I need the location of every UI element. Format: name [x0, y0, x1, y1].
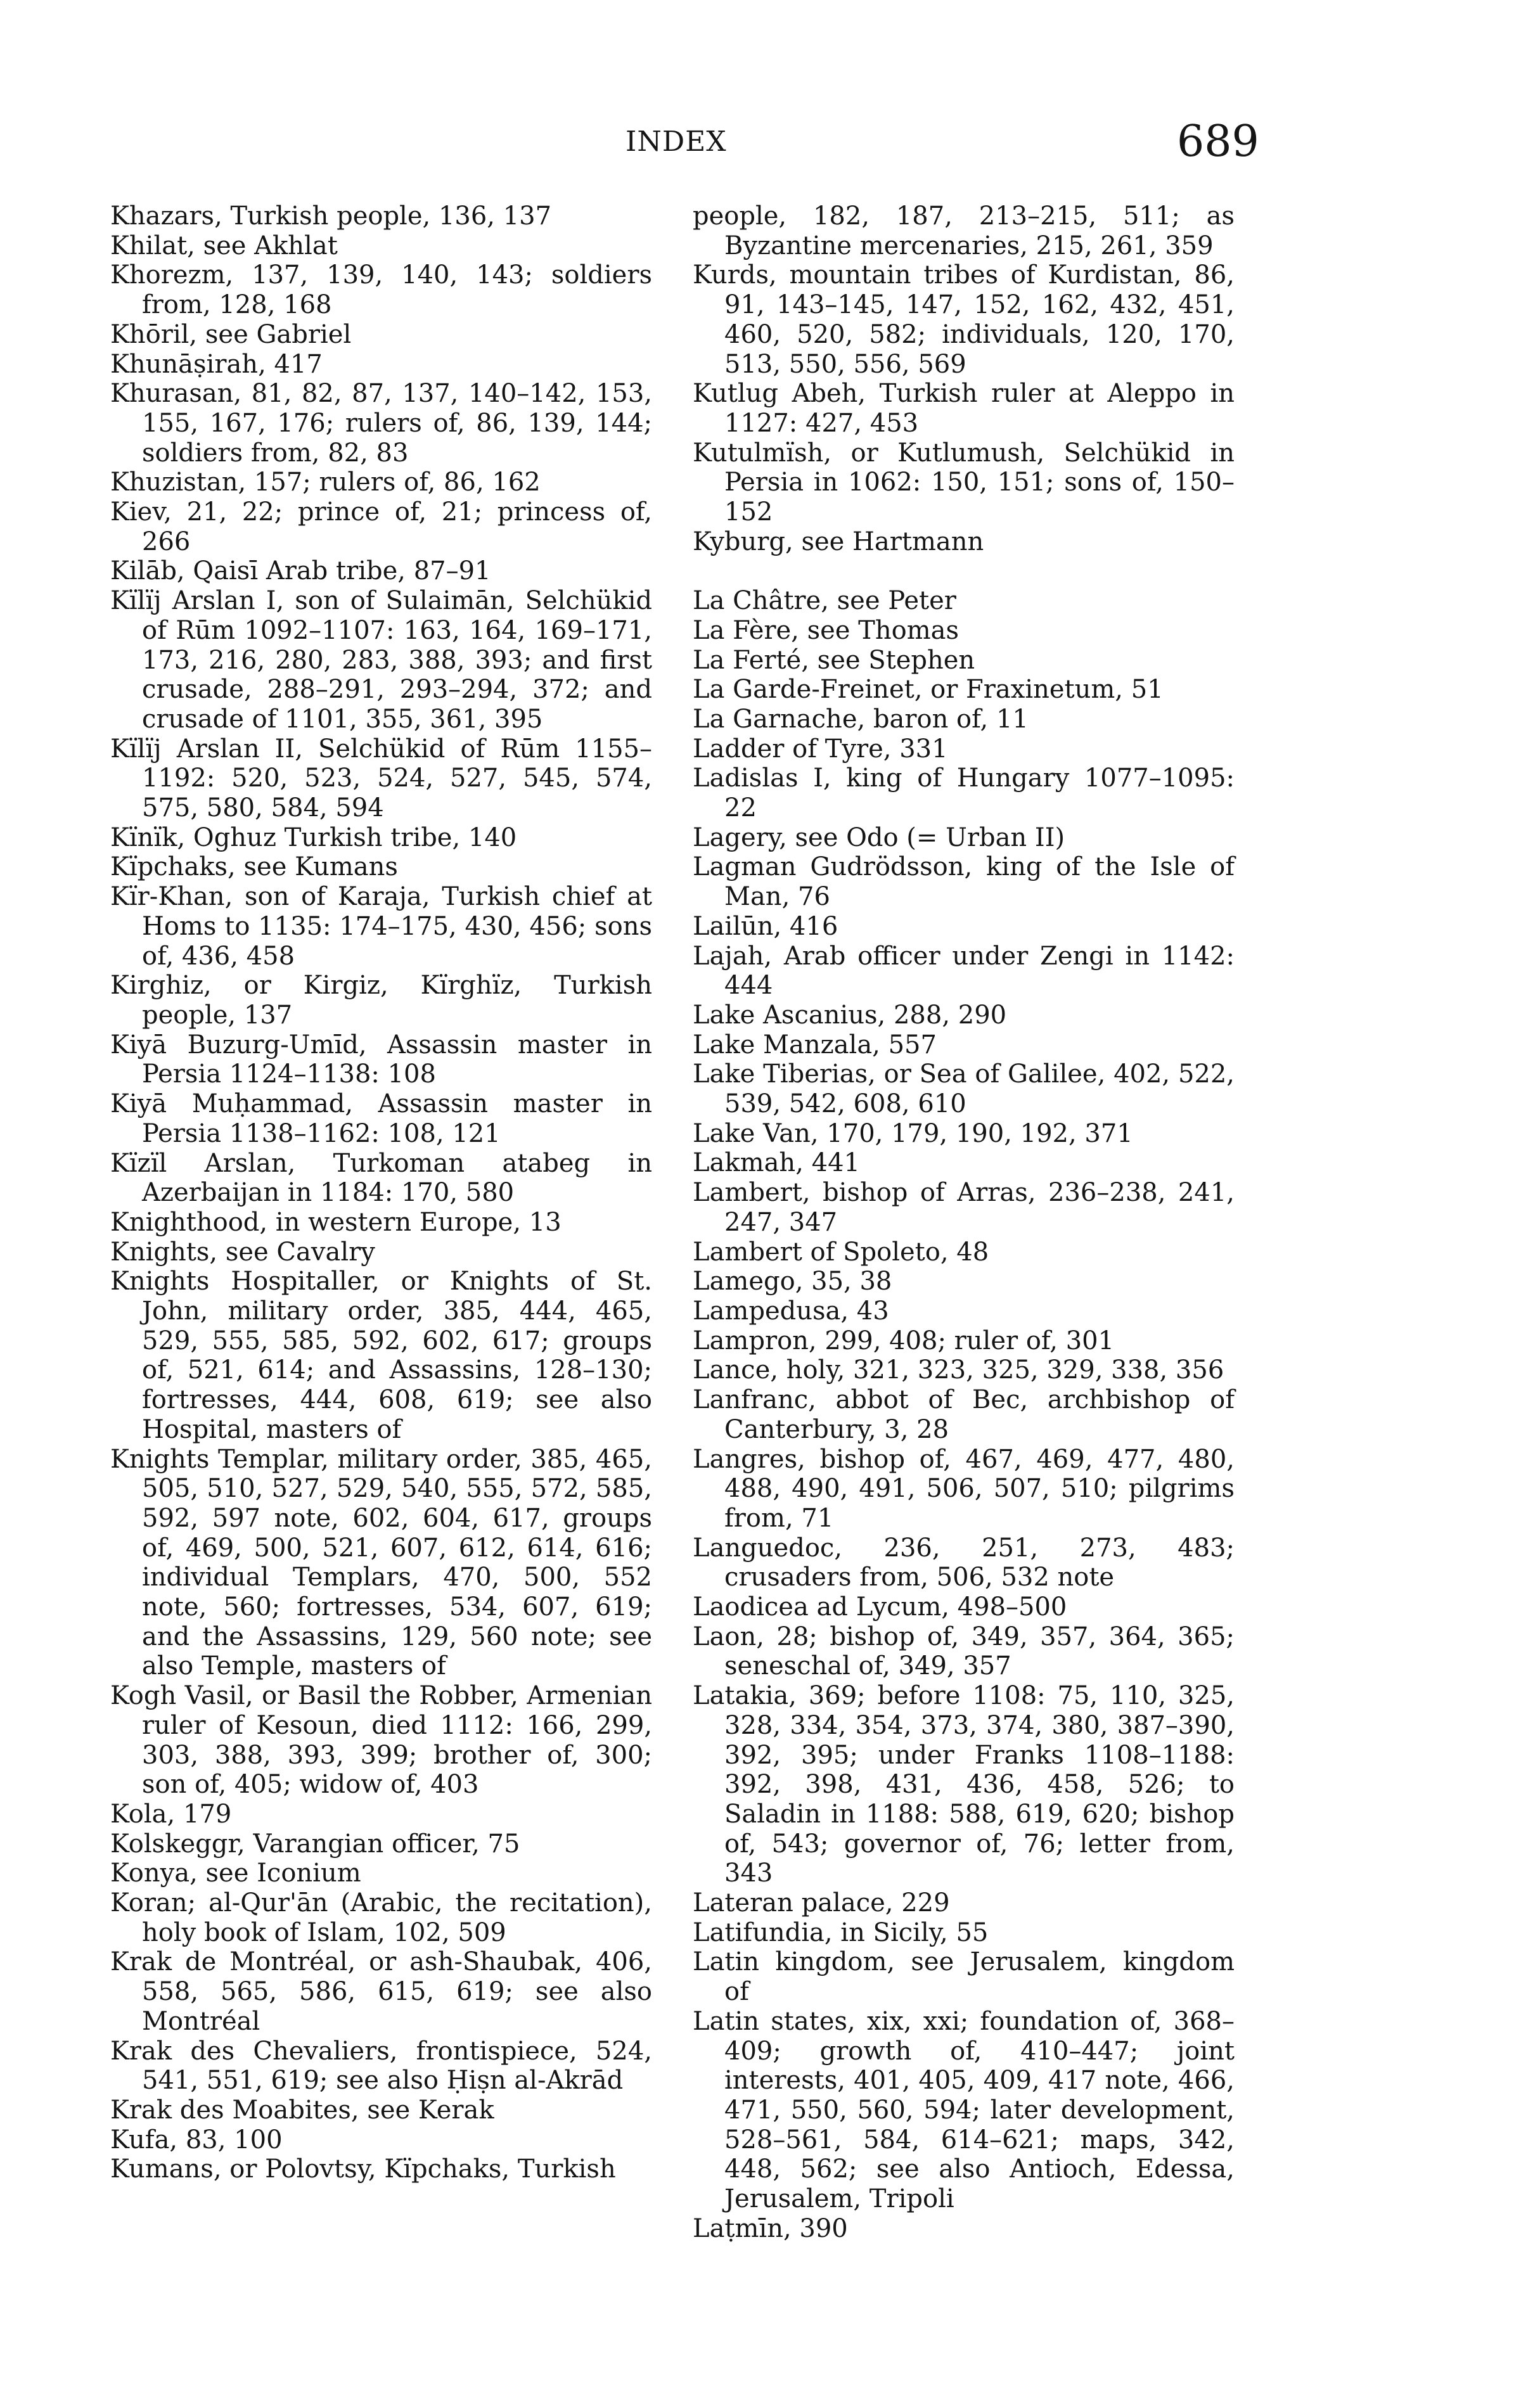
index-entry: Khuzistan, 157; rulers of, 86, 162: [110, 468, 541, 497]
index-entry: Laodicea ad Lycum, 498–500: [693, 1592, 1067, 1622]
index-entry: La Ferté, see Stephen: [693, 645, 975, 675]
index-entry: Knights, see Cavalry: [110, 1237, 375, 1267]
index-entry: Kola, 179: [110, 1799, 232, 1829]
index-entry: Kolskeggr, Varangian officer, 75: [110, 1829, 520, 1859]
index-entry: Lamego, 35, 38: [693, 1267, 892, 1297]
index-entry: Kufa, 83, 100: [110, 2125, 283, 2155]
index-entry: Lake Tiberias, or Sea of Galilee, 402, 522, 539, 542, 608, 610: [693, 1060, 1235, 1119]
index-entry: Kyburg, see Hartmann: [693, 527, 984, 556]
index-entry: Laon, 28; bishop of, 349, 357, 364, 365; seneschal of, 349, 357: [693, 1622, 1235, 1681]
index-column-right: [693, 202, 1235, 2244]
index-entry: Kïnïk, Oghuz Turkish tribe, 140: [110, 823, 517, 852]
index-entry: Latakia, 369; before 1108: 75, 110, 325, 328, 334, 354, 373, 374, 380, 387–390, 392, 395; under Franks 1108–1188: 392, 398, 431, 436, 458, 526; to Saladin in 1188: 588, 619, 620; bishop of, 543; governor of, 76; letter from, 343: [693, 1681, 1235, 1888]
index-entry: Lambert, bishop of Arras, 236–238, 241, 247, 347: [693, 1178, 1235, 1237]
index-entry: Lampedusa, 43: [693, 1297, 889, 1326]
index-entry: Kutulmïsh, or Kutlumush, Selchükid in Persia in 1062: 150, 151; sons of, 150–152: [693, 438, 1235, 527]
index-column-left: [110, 202, 652, 2184]
index-entry: Latifundia, in Sicily, 55: [693, 1918, 989, 1947]
index-entry: Kilāb, Qaisī Arab tribe, 87–91: [110, 556, 491, 586]
index-entry: Lanfranc, abbot of Bec, archbishop of Canterbury, 3, 28: [693, 1385, 1235, 1444]
index-entry: Kiev, 21, 22; prince of, 21; princess of, 266: [110, 497, 652, 556]
index-entry: La Châtre, see Peter: [693, 586, 956, 616]
index-entry: Krak des Moabites, see Kerak: [110, 2096, 494, 2125]
page-header-title: INDEX: [626, 125, 727, 158]
index-entry: people, 182, 187, 213–215, 511; as Byzantine mercenaries, 215, 261, 359: [693, 202, 1235, 260]
index-entry: La Garde-Freinet, or Fraxinetum, 51: [693, 675, 1164, 705]
index-entry: Lajah, Arab officer under Zengi in 1142: 444: [693, 941, 1235, 1001]
index-entry: Knights Hospitaller, or Knights of St. John, military order, 385, 444, 465, 529, 555, 585, 592, 602, 617; groups of, 521, 614; and Assassins, 128–130; fortresses, 444, 608, 619; see also Hospital, masters of: [110, 1267, 652, 1444]
index-entry: Kurds, mountain tribes of Kurdistan, 86, 91, 143–145, 147, 152, 162, 432, 451, 460, 520, 582; individuals, 120, 170, 513, 550, 556, 569: [693, 260, 1235, 379]
index-entry: Koran; al-Qur'ān (Arabic, the recitation), holy book of Islam, 102, 509: [110, 1888, 652, 1947]
index-entry: Khazars, Turkish people, 136, 137: [110, 202, 552, 231]
index-entry: Kutlug Abeh, Turkish ruler at Aleppo in 1127: 427, 453: [693, 379, 1235, 438]
index-entry: Lateran palace, 229: [693, 1888, 950, 1918]
index-entry: Kïr-Khan, son of Karaja, Turkish chief at Homs to 1135: 174–175, 430, 456; sons of, 436, 458: [110, 882, 652, 971]
index-entry: Kïlïj Arslan I, son of Sulaimān, Selchükid of Rūm 1092–1107: 163, 164, 169–171, 173, 216, 280, 283, 388, 393; and first crusade, 288–291, 293–294, 372; and crusade of 1101, 355, 361, 395: [110, 586, 652, 734]
index-entry: Khorezm, 137, 139, 140, 143; soldiers from, 128, 168: [110, 260, 652, 320]
index-entry: Krak de Montréal, or ash-Shaubak, 406, 558, 565, 586, 615, 619; see also Montréal: [110, 1947, 652, 2036]
index-entry: Lance, holy, 321, 323, 325, 329, 338, 356: [693, 1355, 1224, 1385]
index-entry: Knighthood, in western Europe, 13: [110, 1207, 562, 1237]
index-entry: Kiyā Buzurg-Umīd, Assassin master in Persia 1124–1138: 108: [110, 1030, 652, 1089]
index-entry: Khōril, see Gabriel: [110, 319, 352, 349]
index-entry: Latin states, xix, xxi; foundation of, 368–409; growth of, 410–447; joint interests, 401, 405, 409, 417 note, 466, 471, 550, 560, 594; later development, 528–561, 584, 614–621; maps, 342, 448, 562; see also Antioch, Edessa, Jerusalem, Tripoli: [693, 2006, 1235, 2214]
letter-section-gap: [693, 556, 1235, 586]
index-entry: Kïlïj Arslan II, Selchükid of Rūm 1155–1192: 520, 523, 524, 527, 545, 574, 575, 580, 584, 594: [110, 734, 652, 823]
index-entry: Lakmah, 441: [693, 1148, 860, 1178]
page-number: 689: [1177, 117, 1259, 167]
index-entry: Lailūn, 416: [693, 911, 838, 941]
index-entry: Lagery, see Odo (= Urban II): [693, 823, 1065, 852]
index-entry: Kïpchaks, see Kumans: [110, 852, 398, 882]
index-entry: Lake Manzala, 557: [693, 1030, 937, 1060]
index-entry: Khurasan, 81, 82, 87, 137, 140–142, 153, 155, 167, 176; rulers of, 86, 139, 144; soldiers from, 82, 83: [110, 379, 652, 468]
index-entry: Languedoc, 236, 251, 273, 483; crusaders from, 506, 532 note: [693, 1533, 1235, 1592]
index-entry: Khilat, see Akhlat: [110, 231, 338, 260]
index-entry: Ladislas I, king of Hungary 1077–1095: 22: [693, 764, 1235, 823]
index-entry: Kïzïl Arslan, Turkoman atabeg in Azerbaijan in 1184: 170, 580: [110, 1148, 652, 1208]
index-entry: Ladder of Tyre, 331: [693, 734, 948, 764]
index-entry: La Garnache, baron of, 11: [693, 704, 1029, 734]
index-entry: Konya, see Iconium: [110, 1859, 361, 1888]
index-entry: Lampron, 299, 408; ruler of, 301: [693, 1326, 1115, 1355]
index-entry: Kirghiz, or Kirgiz, Kïrghïz, Turkish people, 137: [110, 971, 652, 1030]
index-entry: Kumans, or Polovtsy, Kïpchaks, Turkish: [110, 2155, 616, 2184]
index-entry: Lake Ascanius, 288, 290: [693, 1000, 1007, 1030]
index-entry: Kiyā Muḥammad, Assassin master in Persia 1138–1162: 108, 121: [110, 1089, 652, 1148]
index-entry: Lagman Gudrödsson, king of the Isle of Man, 76: [693, 852, 1235, 912]
index-entry: La Fère, see Thomas: [693, 615, 959, 645]
index-entry: Langres, bishop of, 467, 469, 477, 480, 488, 490, 491, 506, 507, 510; pilgrims from, 71: [693, 1444, 1235, 1533]
index-entry: Laṭmīn, 390: [693, 2213, 848, 2243]
index-entry: Lake Van, 170, 179, 190, 192, 371: [693, 1118, 1133, 1148]
index-entry: Knights Templar, military order, 385, 465, 505, 510, 527, 529, 540, 555, 572, 585, 592, 597 note, 602, 604, 617, groups of, 469, 500, 521, 607, 612, 614, 616; individual Templars, 470, 500, 552 note, 560; fortresses, 534, 607, 619; and the Assassins, 129, 560 note; see also Temple, masters of: [110, 1444, 652, 1681]
index-entry: Krak des Chevaliers, frontispiece, 524, 541, 551, 619; see also Ḥiṣn al-Akrād: [110, 2036, 652, 2096]
index-entry: Kogh Vasil, or Basil the Robber, Armenian ruler of Kesoun, died 1112: 166, 299, 303, 388, 393, 399; brother of, 300; son of, 405; widow of, 403: [110, 1681, 652, 1800]
index-entry: Khunāṣirah, 417: [110, 349, 323, 379]
index-entry: Latin kingdom, see Jerusalem, kingdom of: [693, 1947, 1235, 2007]
index-entry: Lambert of Spoleto, 48: [693, 1237, 989, 1267]
